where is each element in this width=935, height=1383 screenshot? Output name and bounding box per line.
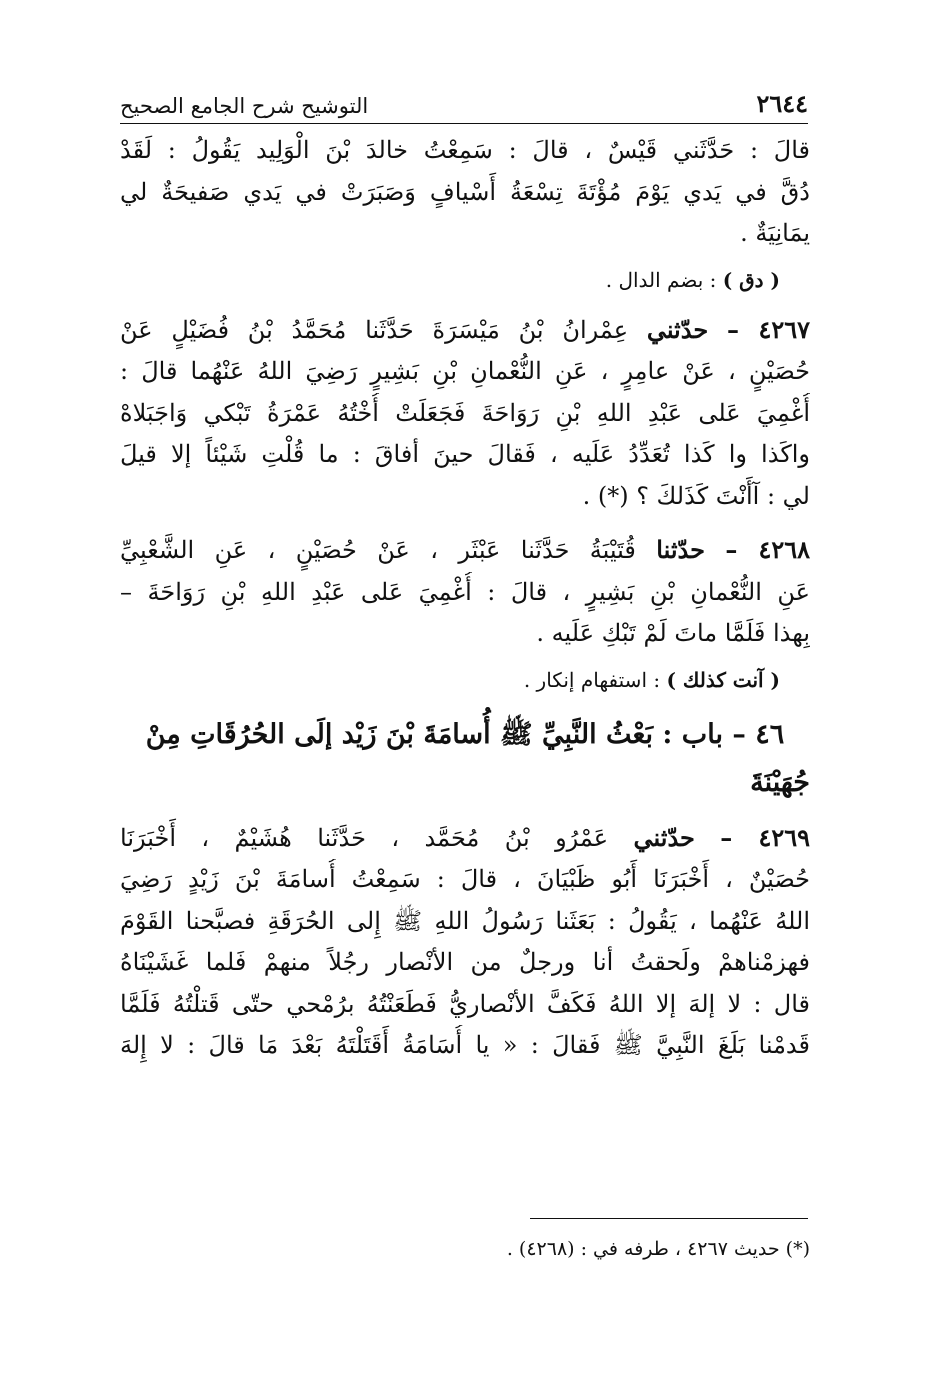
footnote-rule	[530, 1218, 808, 1219]
text-line: بِهذا فَلَمَّا ماتَ لَمْ تَبْكِ عَلَيه .	[536, 619, 810, 647]
text-line: فهزمْناهمْ ولَحقتُ أنا ورجلٌ من الأنْصار رجُلاً منهمْ فَلما غَشَيْنَاهُ	[120, 948, 810, 976]
hadith-4269	[120, 817, 810, 1067]
hadith-number: ٤٢٦٧ –	[726, 314, 810, 344]
gloss-text: : بضم الدال .	[605, 267, 717, 292]
text-line: قالَ : حَدَّثَني قَيْسٌ ، قالَ : سَمِعْتُ خالدَ بْنَ الْوَلِيد يَقُولُ : لَقَدْ	[120, 136, 810, 164]
page-number: ٢٦٤٤	[756, 89, 808, 118]
hadith-number: ٤٢٦٩ –	[720, 822, 810, 852]
page-header	[120, 78, 808, 118]
gloss-text: : استفهام إنكار .	[523, 667, 661, 692]
text-line: قال : لا إلهَ إلا اللهُ فَكَفَّ الأنْصاريُّ فَطَعَنْتُهُ برُمْحي حتّى قَتلْتُهُ فَلَمَّا	[120, 989, 810, 1018]
gloss-note	[120, 663, 780, 697]
text-line: ٤٢٦٩ – حدّثني عَمْرُو بْنُ مُحَمَّد ، حَدَّثَنا هُشَيْمٌ ، أَخْبَرَنَا	[120, 822, 810, 852]
text-line: دُقَّ في يَدي يَوْمَ مُؤْتَةَ تِسْعَةُ أَسْيافٍ وَصَبَرَتْ في يَدي صَفيحَةٌ لي	[120, 177, 810, 206]
hadith-number: ٤٢٦٨ –	[725, 535, 810, 564]
text-line: اللهُ عَنْهُما ، يَقُولُ : بَعَثَنا رَسُولُ اللهِ ﷺ إِلى الحُرَقَةِ فصبَّحنا القَوْمَ	[120, 906, 810, 935]
hadith-4267	[120, 309, 810, 518]
text-line: حُصَيْنٌ ، أَخْبَرَنَا أَبُو ظَبْيَانَ ، قالَ : سَمِعْتُ أُسامَةَ بْنَ زَيْدٍ رَضِيَ	[120, 865, 810, 893]
text-line: أُغْمِيَ عَلى عَبْدِ اللهِ بْنِ رَوَاحَةَ فَجَعَلَتْ أُخْتُهُ عَمْرَةُ تَبْكي وَاجَبَلاهْ	[120, 398, 810, 427]
text-line: عَنِ النُّعْمانِ بْنِ بَشِيرٍ ، قالَ : أُغْمِيَ عَلى عَبْدِ اللهِ بْنِ رَوَاحَةَ –	[120, 577, 810, 606]
text-line: ٤٢٦٧ – حدّثني عِمْرانُ بْنُ مَيْسَرَةَ حَدَّثَنا مُحَمَّدُ بْنُ فُضَيْلٍ عَنْ	[120, 314, 810, 344]
continuation-paragraph	[120, 130, 810, 255]
gloss-term: ( آنت كذلك )	[666, 667, 780, 692]
running-title: التوشيح شرح الجامع الصحيح	[120, 94, 369, 118]
gloss-term: ( دق )	[722, 267, 780, 292]
hadith-4268	[120, 529, 810, 655]
text-line: حُصَيْنٍ ، عَنْ عامِرٍ ، عَنِ النُّعْمانِ بْنِ بَشِيرٍ رَضِيَ اللهُ عَنْهُما قالَ :	[120, 357, 810, 385]
chapter-title: ٤٦ – باب : بَعْثُ النَّبِيِّ ﷺ أُسامَةَ بْنَ زَيْد إلَى الحُرُقَاتِ مِنْ جُهَيْنَةَ	[145, 718, 810, 798]
footnote: (*) حديث ٤٢٦٧ ، طرفه في : (٤٢٦٨) .	[506, 1238, 810, 1260]
gloss-note	[120, 263, 780, 297]
hadith-lead-word: حدّثني	[633, 822, 695, 852]
text-line: لي : آأَنْتَ كَذَلكَ ؟ (*) .	[582, 481, 810, 510]
text-line: ٤٢٦٨ – حدّثنا قُتَيْبَةُ حَدَّثَنا عَبْثَر ، عَنْ حُصَيْنٍ ، عَنِ الشَّعْبِيِّ	[120, 535, 810, 564]
page-body	[120, 130, 810, 1067]
hadith-lead-word: حدّثنا	[656, 535, 705, 564]
text-line: قَدمْنا بَلَغَ النَّبِيَّ ﷺ فَقالَ : « يا أُسَامَةُ أَقَتَلْتَهُ بَعْدَ مَا قالَ : لا إِلهَ	[120, 1031, 810, 1059]
text-line: يمَانِيَةٌ .	[740, 219, 810, 247]
hadith-lead-word: حدّثني	[646, 314, 709, 344]
text-line: واكَذا وا كَذا تُعَدِّدُ عَلَيه ، فَقالَ حينَ أفاقَ : ما قُلْتِ شَيْئاً إلا قيلَ	[120, 440, 810, 468]
header-rule	[120, 123, 808, 124]
